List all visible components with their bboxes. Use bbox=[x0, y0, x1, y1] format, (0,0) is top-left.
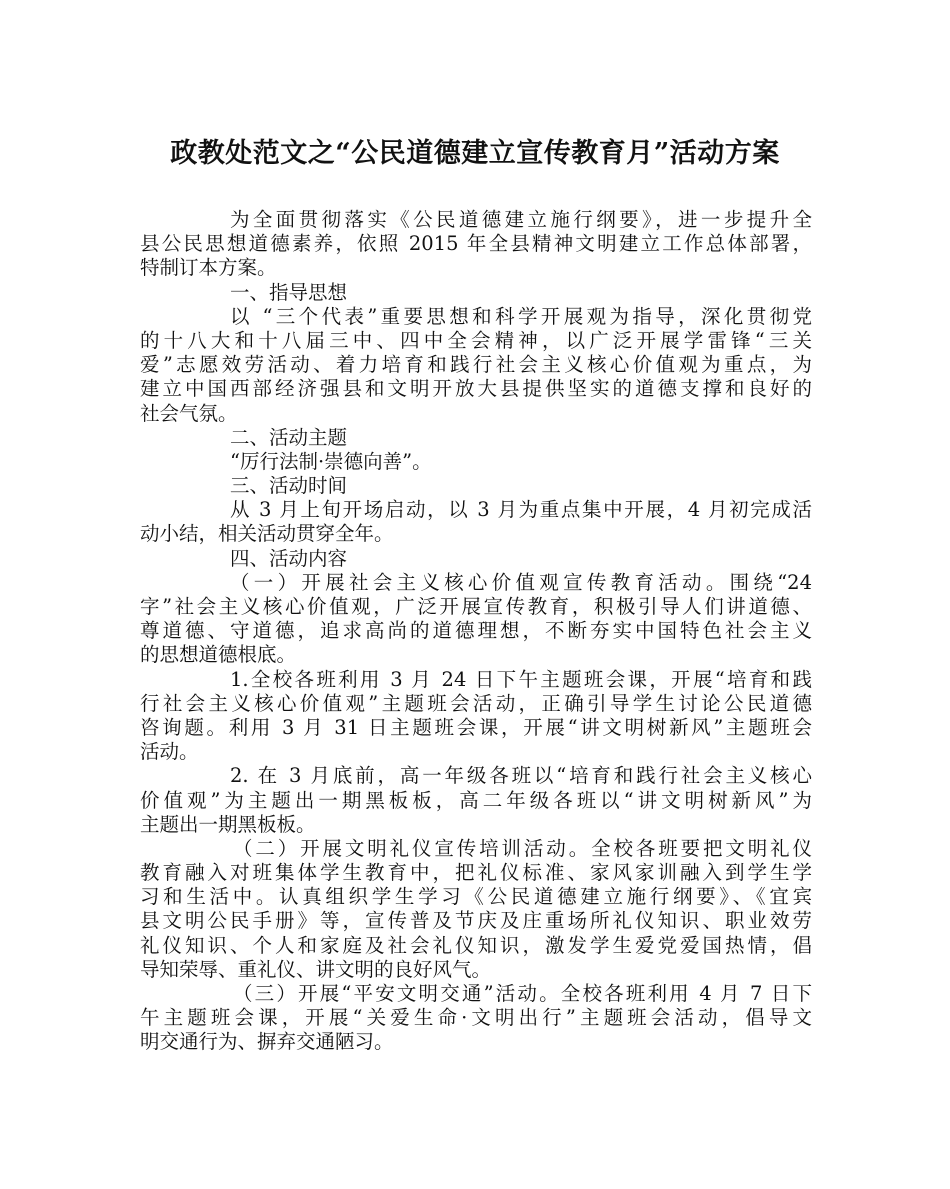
paragraph-line: 2. 在 3 月底前，高一年级各班以“培育和践行社会主义核心 bbox=[230, 764, 812, 788]
paragraph-line: 导知荣辱、重礼仪、讲文明的良好风气。 bbox=[140, 957, 492, 981]
paragraph-line: 的思想道德根底。 bbox=[140, 643, 297, 667]
paragraph-line: 午主题班会课，开展“关爱生命·文明出行”主题班会活动，倡导文 bbox=[140, 1006, 812, 1030]
paragraph-line: （一）开展社会主义核心价值观宣传教育活动。围绕“24 bbox=[230, 570, 812, 594]
paragraph-line: 字”社会主义核心价值观，广泛开展宣传教育，积极引导人们讲道德、 bbox=[140, 595, 812, 618]
paragraph-line: 为全面贯彻落实《公民道德建立施行纲要》，进一步提升全 bbox=[230, 208, 812, 231]
paragraph-line: 活动。 bbox=[140, 740, 199, 764]
paragraph-line: （二）开展文明礼仪宣传培训活动。全校各班要把文明礼仪 bbox=[233, 836, 812, 860]
paragraph-line: 三、活动时间 bbox=[230, 474, 348, 498]
paragraph-line: 1.全校各班利用 3 月 24 日下午主题班会课，开展“培育和践 bbox=[230, 667, 812, 691]
paragraph-line: 县公民思想道德素养，依照 2015 年全县精神文明建立工作总体部署， bbox=[140, 232, 812, 256]
paragraph-line: 教育融入对班集体学生教育中，把礼仪标准、家风家训融入到学生学 bbox=[140, 861, 812, 885]
paragraph-line: 尊道德、守道德，追求高尚的道德理想，不断夯实中国特色社会主义 bbox=[140, 619, 812, 643]
paragraph-line: 社会气氛。 bbox=[140, 401, 238, 425]
paragraph-line: 县文明公民手册》等，宣传普及节庆及庄重场所礼仪知识、职业效劳 bbox=[140, 909, 812, 933]
paragraph-line: 的十八大和十八届三中、四中全会精神，以广泛开展学雷锋“三关 bbox=[140, 328, 812, 352]
paragraph-line: 二、活动主题 bbox=[230, 425, 348, 449]
paragraph-line: 从 3 月上旬开场启动，以 3 月为重点集中开展，4 月初完成活 bbox=[230, 498, 812, 522]
document-title: 政教处范文之“公民道德建立宣传教育月”活动方案 bbox=[170, 138, 780, 169]
paragraph-line: 礼仪知识、个人和家庭及社会礼仪知识，激发学生爱党爱国热情，倡 bbox=[140, 933, 812, 957]
paragraph-line: “厉行法制·崇德向善”。 bbox=[230, 449, 432, 473]
document-body bbox=[140, 208, 812, 1055]
paragraph-line: 主题出一期黑板板。 bbox=[140, 812, 316, 836]
paragraph-line: 以 “三个代表”重要思想和科学开展观为指导，深化贯彻党 bbox=[230, 304, 812, 328]
paragraph-line: （三）开展“平安文明交通”活动。全校各班利用 4 月 7 日下 bbox=[233, 982, 812, 1005]
paragraph-line: 行社会主义核心价值观”主题班会活动，正确引导学生讨论公民道德 bbox=[140, 691, 812, 715]
paragraph-line: 动小结，相关活动贯穿全年。 bbox=[140, 522, 394, 546]
paragraph-line: 咨询题。利用 3 月 31 日主题班会课，开展“讲文明树新风”主题班会 bbox=[140, 715, 812, 739]
paragraph-line: 习和生活中。认真组织学生学习《公民道德建立施行纲要》、《宜宾 bbox=[140, 885, 812, 909]
paragraph-line: 一、指导思想 bbox=[230, 280, 348, 304]
paragraph-line: 明交通行为、摒弃交通陋习。 bbox=[140, 1030, 394, 1054]
paragraph-line: 特制订本方案。 bbox=[140, 256, 277, 280]
paragraph-line: 价值观”为主题出一期黑板板，高二年级各班以“讲文明树新风”为 bbox=[140, 788, 812, 812]
paragraph-line: 四、活动内容 bbox=[230, 546, 348, 570]
paragraph-line: 爱”志愿效劳活动、着力培育和践行社会主义核心价值观为重点，为 bbox=[140, 353, 812, 377]
paragraph-line: 建立中国西部经济强县和文明开放大县提供坚实的道德支撑和良好的 bbox=[140, 377, 812, 401]
